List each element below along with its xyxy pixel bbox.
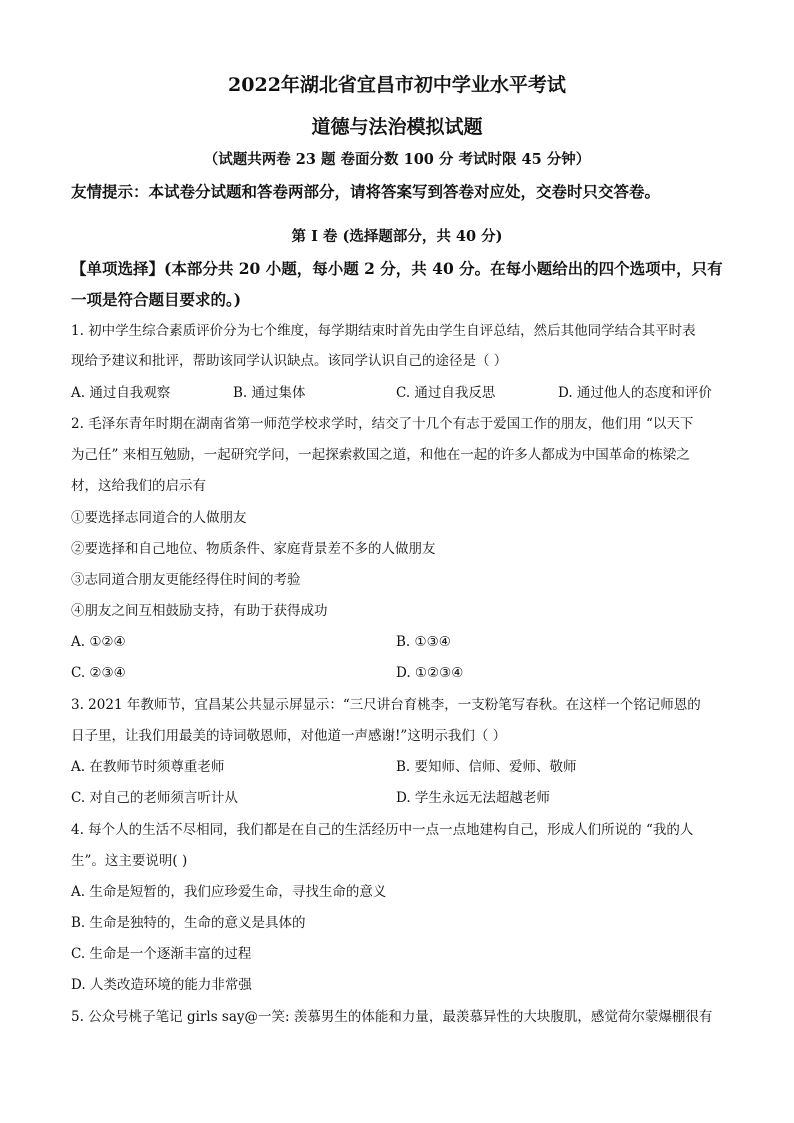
q4-line2: 生”。这主要说明( ) xyxy=(71,853,188,869)
section-heading: 第 I 卷 (选择题部分，共 40 分) xyxy=(291,228,503,245)
q2-statement-3: ③志同道合朋友更能经得住时间的考验 xyxy=(71,572,301,588)
q4-option-b: B. 生命是独特的，生命的意义是具体的 xyxy=(71,915,306,931)
q3-option-b: B. 要知师、信师、爱师、敬师 xyxy=(396,759,577,775)
q4-option-c: C. 生命是一个逐渐丰富的过程 xyxy=(71,946,252,962)
q4-line1: 4. 每个人的生活不尽相同，我们都是在自己的生活经历中一点一点地建构自己，形成人们所说的 “我的人 xyxy=(71,822,694,838)
q4-option-a: A. 生命是短暂的，我们应珍爱生命，寻找生命的意义 xyxy=(71,884,387,900)
q2-statement-1: ①要选择志同道合的人做朋友 xyxy=(71,510,247,526)
q1-option-a: A. 通过自我观察 xyxy=(71,385,171,401)
exam-info: （试题共两卷 23 题 卷面分数 100 分 考试时限 45 分钟） xyxy=(203,151,591,168)
q2-line3: 材，这给我们的启示有 xyxy=(71,478,206,494)
exam-title: 2022年湖北省宜昌市初中学业水平考试 xyxy=(228,74,566,96)
q2-statement-2: ②要选择和自己地位、物质条件、家庭背景差不多的人做朋友 xyxy=(71,541,436,557)
q3-option-a: A. 在教师节时须尊重老师 xyxy=(71,759,225,775)
q1-option-c: C. 通过自我反思 xyxy=(396,385,496,401)
q2-option-c: C. ②③④ xyxy=(71,665,126,681)
q1-option-b: B. 通过集体 xyxy=(233,385,306,401)
q3-option-c: C. 对自己的老师须言听计从 xyxy=(71,790,238,806)
q1-line2: 现给予建议和批评，帮助该同学认识缺点。该同学认识自己的途径是（ ） xyxy=(71,353,508,369)
q2-option-a: A. ①②④ xyxy=(71,634,126,650)
q5-line1: 5. 公众号桃子笔记 girls say@一笑: 羡慕男生的体能和力量，最羡慕异性的大块腹肌，感觉荷尔蒙爆棚很有 xyxy=(71,1009,713,1025)
exam-tip: 友情提示：本试卷分试题和答卷两部分，请将答案写到答卷对应处，交卷时只交答卷。 xyxy=(71,182,661,201)
q1-line1: 1. 初中学生综合素质评价分为七个维度，每学期结束时首先由学生自评总结，然后其他同学结合其平时表 xyxy=(71,323,696,339)
section-instruction-line1: 【单项选择】(本部分共 20 小题，每小题 2 分，共 40 分。在每小题给出的四个选项中，只有 xyxy=(71,259,723,278)
q2-option-b: B. ①③④ xyxy=(396,634,451,650)
q4-option-d: D. 人类改造环境的能力非常强 xyxy=(71,977,252,993)
q3-line2: 日子里，让我们用最美的诗词敬恩师，对他道一声感谢!”这明示我们（ ） xyxy=(71,728,507,744)
q2-statement-4: ④朋友之间互相鼓励支持，有助于获得成功 xyxy=(71,603,328,619)
q2-line2: 为己任” 来相互勉励，一起研究学问，一起探索救国之道，和他在一起的许多人都成为中国革命的栋梁之 xyxy=(71,447,690,463)
section-instruction-line2: 一项是符合题目要求的。) xyxy=(71,290,242,309)
q1-option-d: D. 通过他人的态度和评价 xyxy=(558,385,712,401)
q2-option-d: D. ①②③④ xyxy=(396,665,464,681)
exam-subject: 道德与法治模拟试题 xyxy=(311,116,483,138)
q3-option-d: D. 学生永远无法超越老师 xyxy=(396,790,550,806)
q2-line1: 2. 毛泽东青年时期在湖南省第一师范学校求学时，结交了十几个有志于爱国工作的朋友，他们用 “以天下 xyxy=(71,416,694,432)
q3-line1: 3. 2021 年教师节，宜昌某公共显示屏显示：“三尺讲台育桃李，一支粉笔写春秋。在这样一个铭记师恩的 xyxy=(71,697,701,713)
